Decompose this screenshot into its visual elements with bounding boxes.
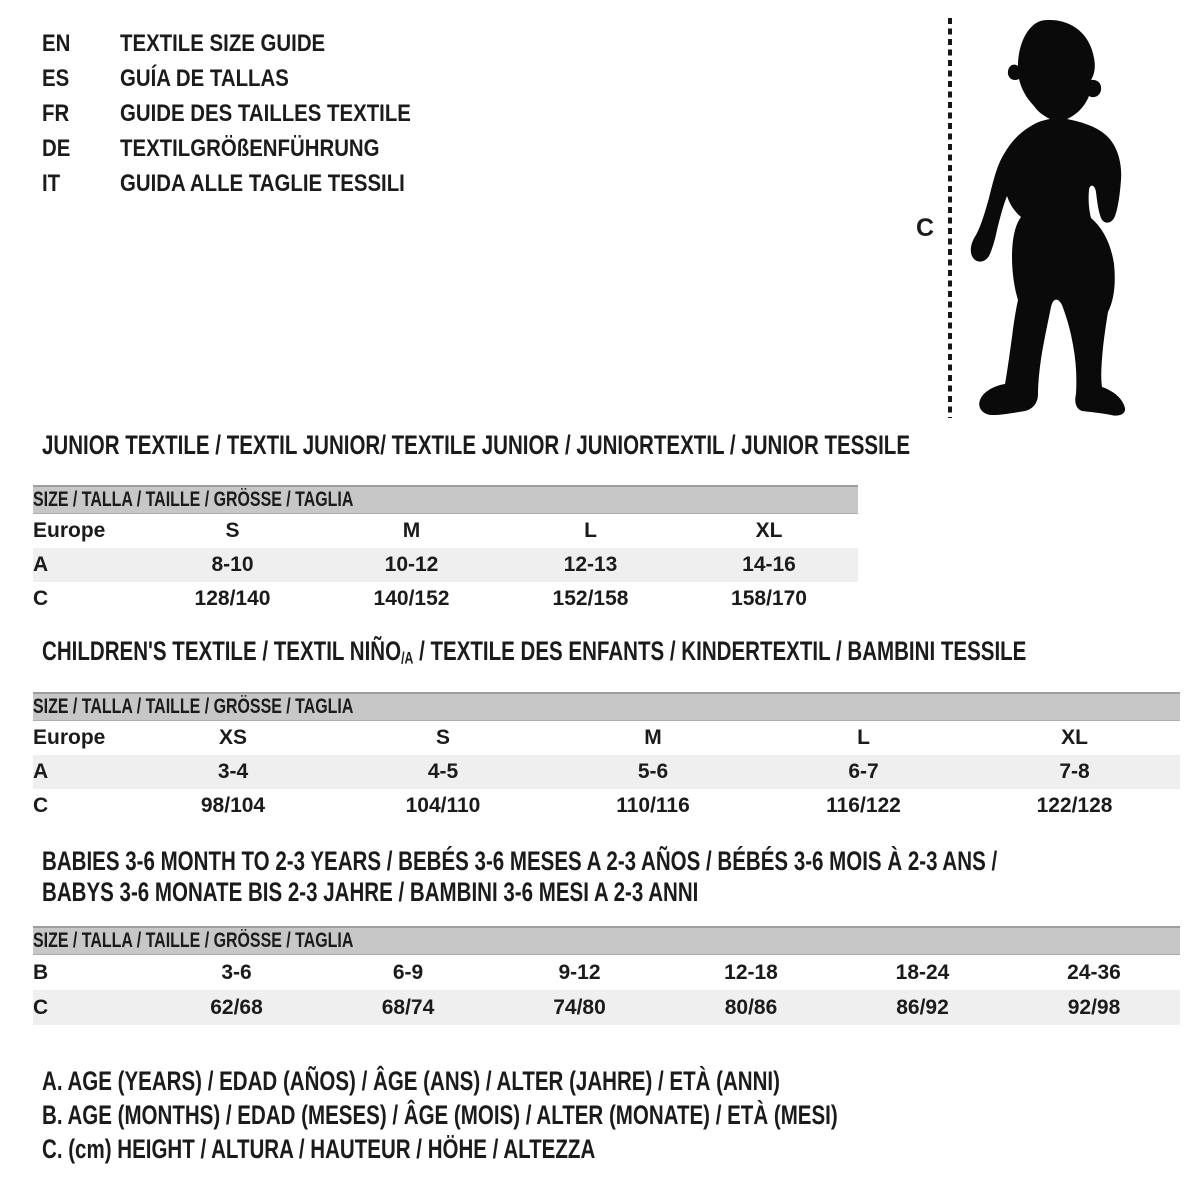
height-cell: 92/98: [1008, 990, 1180, 1025]
children-section-title: [42, 636, 1200, 674]
age-cell: 14-16: [680, 548, 858, 582]
height-cell: 122/128: [1036, 794, 1113, 817]
language-row-es: [42, 61, 462, 96]
size-cell: S: [225, 519, 240, 542]
babies-section-title: [42, 846, 1200, 908]
height-cell: 74/80: [494, 990, 665, 1025]
legend-line-c: C. (cm) HEIGHT / ALTURA / HAUTEUR / HÖHE / ALTEZZA: [42, 1134, 596, 1164]
children-title-subscript: /A: [401, 649, 414, 668]
language-row-it: [42, 166, 462, 201]
guide-title-it: GUIDA ALLE TAGLIE TESSILI: [120, 170, 405, 197]
legend-line-b: B. AGE (MONTHS) / EDAD (MESES) / ÂGE (MOIS) / ALTER (MONATE) / ETÀ (MESI): [42, 1100, 838, 1130]
size-header-text: SIZE / TALLA / TAILLE / GRÖSSE / TAGLIA: [33, 488, 354, 511]
table-row: [33, 755, 1180, 789]
guide-title-fr: GUIDE DES TAILLES TEXTILE: [120, 100, 411, 127]
guide-title-en: TEXTILE SIZE GUIDE: [120, 30, 326, 57]
junior-section-title: [42, 430, 1184, 460]
months-cell: 6-9: [392, 960, 424, 984]
size-header-text: SIZE / TALLA / TAILLE / GRÖSSE / TAGLIA: [33, 929, 354, 952]
row-label: Europe: [33, 726, 106, 749]
row-label: C: [33, 794, 49, 817]
height-cell: 86/92: [837, 990, 1008, 1025]
height-cell: 128/140: [194, 587, 271, 610]
children-size-table: [33, 692, 1180, 823]
guide-title-es: GUÍA DE TALLAS: [120, 65, 289, 92]
height-cell: 158/170: [731, 587, 807, 610]
height-cell: 116/122: [826, 794, 901, 817]
children-title-prefix: CHILDREN'S TEXTILE / TEXTIL NIÑO: [42, 636, 402, 666]
toddler-silhouette-icon: [962, 18, 1136, 418]
babies-title-line2: BABYS 3-6 MONATE BIS 2-3 JAHRE / BAMBINI 3-6 MESI A 2-3 ANNI: [42, 877, 699, 907]
months-cell: 24-36: [1067, 960, 1121, 984]
height-cell: 104/110: [405, 794, 481, 817]
row-label: A: [33, 548, 143, 582]
table-row: [33, 721, 1180, 756]
table-row: [33, 582, 858, 616]
row-label: A: [33, 755, 128, 789]
children-title-suffix: / TEXTILE DES ENFANTS / KINDERTEXTIL / BAMBINI TESSILE: [413, 636, 1027, 666]
months-cell: 18-24: [895, 960, 950, 984]
row-label: B: [33, 960, 49, 984]
size-cell: XS: [218, 726, 247, 749]
table-row: [33, 514, 858, 549]
months-cell: 3-6: [221, 960, 252, 984]
size-cell: XL: [755, 519, 783, 542]
height-cell: 80/86: [665, 990, 837, 1025]
height-cell: 140/152: [373, 587, 450, 610]
language-title-list: [42, 26, 462, 201]
table-row: [33, 789, 1180, 823]
age-cell: 7-8: [969, 755, 1180, 789]
table-row: [33, 990, 1180, 1025]
legend: [42, 1064, 1089, 1166]
junior-size-table: [33, 485, 858, 616]
height-cell: 68/74: [322, 990, 494, 1025]
table-row: [33, 548, 858, 582]
language-row-de: [42, 131, 462, 166]
language-code: ES: [42, 65, 70, 92]
height-measure-label: C: [916, 214, 935, 242]
age-cell: 6-7: [758, 755, 969, 789]
guide-title-de: TEXTILGRÖßENFÜHRUNG: [120, 135, 380, 162]
size-cell: L: [857, 726, 870, 749]
row-label: C: [33, 587, 49, 610]
age-cell: 5-6: [548, 755, 758, 789]
size-cell: XL: [1061, 726, 1088, 749]
age-cell: 4-5: [338, 755, 548, 789]
size-header-bar: [33, 486, 858, 514]
language-row-fr: [42, 96, 462, 131]
age-cell: 3-4: [128, 755, 338, 789]
months-cell: 12-18: [724, 960, 778, 984]
legend-line-a: A. AGE (YEARS) / EDAD (AÑOS) / ÂGE (ANS) / ALTER (JAHRE) / ETÀ (ANNI): [42, 1066, 780, 1096]
size-header-text: SIZE / TALLA / TAILLE / GRÖSSE / TAGLIA: [33, 695, 354, 718]
size-header-bar: [33, 927, 1180, 955]
junior-title-text: JUNIOR TEXTILE / TEXTIL JUNIOR/ TEXTILE JUNIOR / JUNIORTEXTIL / JUNIOR TESSILE: [42, 430, 911, 460]
language-code: FR: [42, 100, 70, 127]
language-code: IT: [42, 170, 61, 197]
language-row-en: [42, 26, 462, 61]
size-cell: L: [584, 519, 597, 542]
height-cell: 152/158: [552, 587, 629, 610]
height-cell: 110/116: [616, 794, 690, 817]
row-label: Europe: [33, 519, 106, 542]
size-cell: M: [644, 726, 662, 749]
age-cell: 8-10: [143, 548, 322, 582]
age-cell: 12-13: [501, 548, 680, 582]
age-cell: 10-12: [322, 548, 501, 582]
size-header-bar: [33, 693, 1180, 721]
language-code: DE: [42, 135, 71, 162]
babies-size-table: [33, 926, 1180, 1025]
height-cell: 98/104: [200, 794, 266, 817]
months-cell: 9-12: [558, 960, 601, 984]
table-row: [33, 955, 1180, 991]
children-title-text: [42, 636, 1026, 674]
size-cell: S: [435, 726, 450, 749]
size-cell: M: [402, 519, 421, 542]
babies-title-line1: BABIES 3-6 MONTH TO 2-3 YEARS / BEBÉS 3-6 MESES A 2-3 AÑOS / BÉBÉS 3-6 MOIS À 2-3 ANS /: [42, 846, 998, 876]
height-dashed-line: [948, 18, 952, 418]
row-label: C: [33, 990, 151, 1025]
height-cell: 62/68: [151, 990, 322, 1025]
language-code: EN: [42, 30, 71, 57]
